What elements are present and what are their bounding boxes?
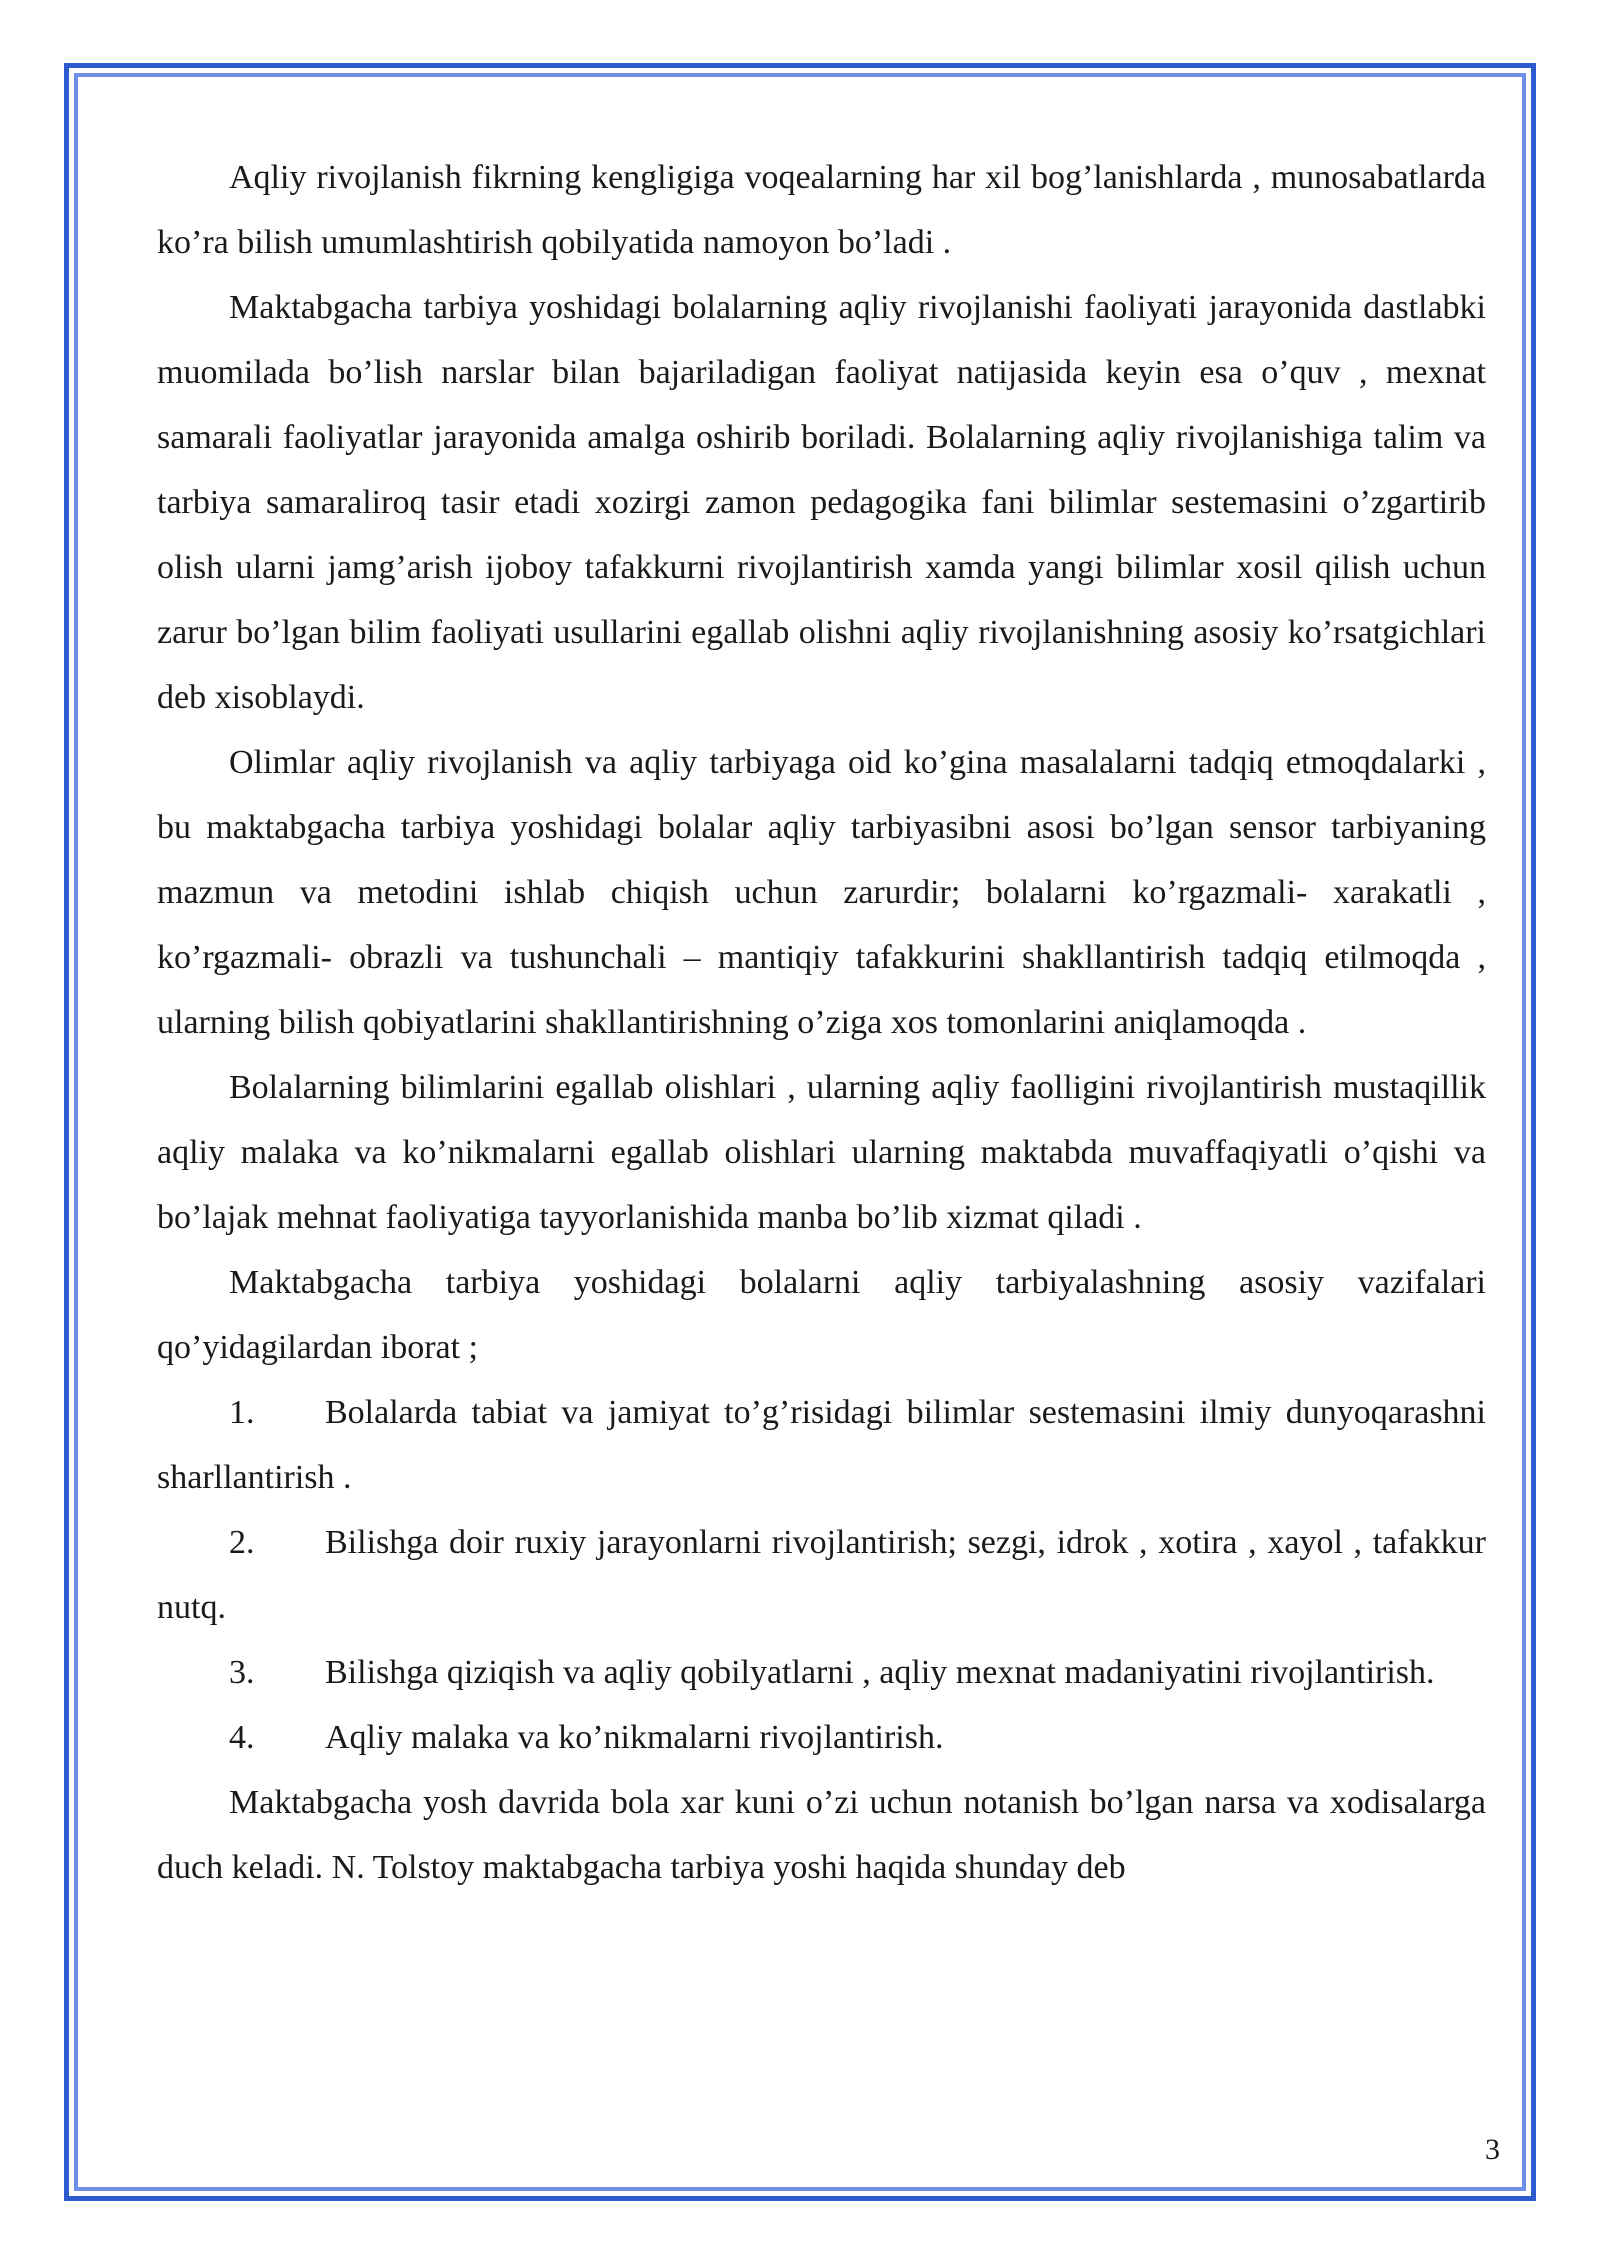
paragraph-2: Maktabgacha tarbiya yoshidagi bolalarning aqliy rivojlanishi faoliyati jarayonida dastlabki muomilada bo’lish narslar bilan bajariladigan faoliyat natijasida keyin esa o’quv , mexnat samarali faoliyatlar jarayonida amalga oshirib boriladi. Bolalarning aqliy rivojlanishiga talim va tarbiya samaraliroq tasir etadi xozirgi zamon pedagogika fani bilimlar sestemasini o’zgartirib olish ularni jamg’arish ijoboy tafakkurni rivojlantirish xamda yangi bilimlar xosil qilish uchun zarur bo’lgan bilim faoliyati usullarini egallab olishni aqliy rivojlanishning asosiy ko’rsatgichlari deb xisoblaydi. (157, 289, 1486, 716)
list-number: 2. (229, 1524, 255, 1561)
document-body (157, 145, 1486, 1900)
paragraph-3: Olimlar aqliy rivojlanish va aqliy tarbiyaga oid ko’gina masalalarni tadqiq etmoqdalarki , bu maktabgacha tarbiya yoshidagi bolalar aqliy tarbiyasibni asosi bo’lgan sensor tarbiyaning mazmun va metodini ishlab chiqish uchun zarurdir; bolalarni ko’rgazmali- xarakatli , ko’rgazmali- obrazli va tushunchali – mantiqiy tafakkurini shakllantirish tadqiq etilmoqda , ularning bilish qobiyatlarini shakllantirishning o’ziga xos tomonlarini aniqlamoqda . (157, 744, 1486, 1041)
list-item-text: Bilishga doir ruxiy jarayonlarni rivojlantirish; sezgi, idrok , xotira , xayol , tafakkur nutq. (157, 1524, 1486, 1626)
list-item-text: Bolalarda tabiat va jamiyat to’g’risidagi bilimlar sestemasini ilmiy dunyoqarashni sharllantirish . (157, 1394, 1486, 1496)
list-item-text: Bilishga qiziqish va aqliy qobilyatlarni , aqliy mexnat madaniyatini rivojlantirish. (325, 1654, 1435, 1691)
list-number: 4. (229, 1719, 255, 1756)
list-item-3 (157, 1640, 1486, 1705)
paragraph-1: Aqliy rivojlanish fikrning kengligiga voqealarning har xil bog’lanishlarda , munosabatlarda ko’ra bilish umumlashtirish qobilyatida namoyon bo’ladi . (157, 159, 1486, 261)
list-number: 1. (229, 1394, 255, 1431)
paragraph-5: Maktabgacha tarbiya yoshidagi bolalarni aqliy tarbiyalashning asosiy vazifalari qo’yidagilardan iborat ; (157, 1264, 1486, 1366)
list-item-4 (157, 1705, 1486, 1770)
page-number: 3 (1485, 2133, 1500, 2166)
paragraph-4: Bolalarning bilimlarini egallab olishlari , ularning aqliy faolligini rivojlantirish mustaqillik aqliy malaka va ko’nikmalarni egallab olishlari ularning maktabda muvaffaqiyatli o’qishi va bo’lajak mehnat faoliyatiga tayyorlanishida manba bo’lib xizmat qiladi . (157, 1069, 1486, 1236)
list-item-2 (157, 1510, 1486, 1640)
list-item-text: Aqliy malaka va ko’nikmalarni rivojlantirish. (325, 1719, 944, 1756)
list-number: 3. (229, 1654, 255, 1691)
list-item-1 (157, 1380, 1486, 1510)
closing-paragraph: Maktabgacha yosh davrida bola xar kuni o’zi uchun notanish bo’lgan narsa va xodisalarga duch keladi. N. Tolstoy maktabgacha tarbiya yoshi haqida shunday deb (157, 1784, 1486, 1886)
